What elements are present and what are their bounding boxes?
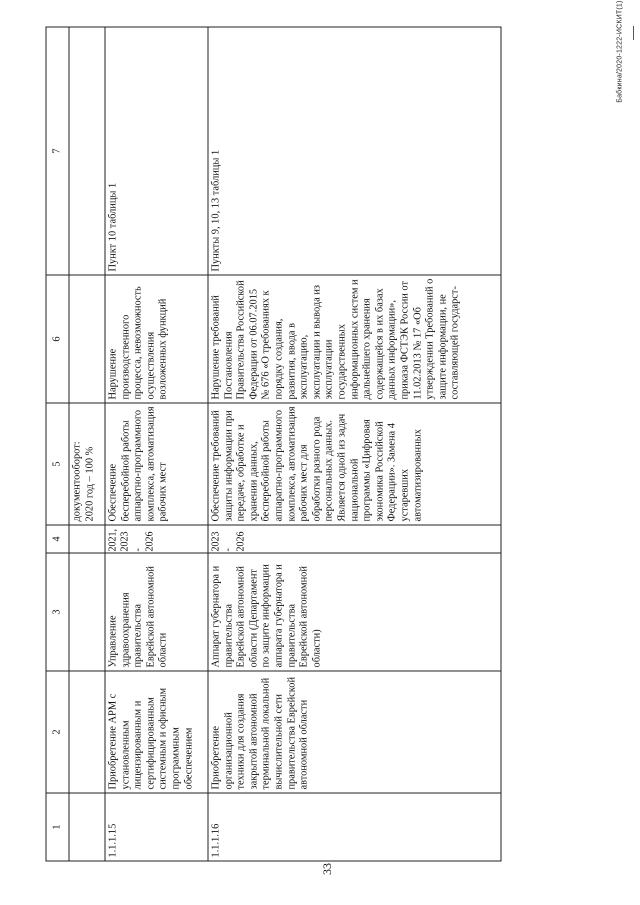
measure-name-cell: Приобретение АРМ с установленным лицензированным и сертифицированным системным и офисным программным обеспечением: [105, 671, 208, 793]
rotated-table-container: [45, 0, 623, 861]
expected-result-cell: Обеспечение бесперебойной работы аппаратно-программного комплекса, автоматизация рабочих мест: [105, 403, 208, 525]
column-header-1: 1: [46, 793, 69, 861]
column-header-5: 5: [46, 403, 69, 525]
column-header-4: 4: [46, 525, 69, 553]
column-header-6: 6: [46, 275, 69, 403]
column-header-3: 3: [46, 553, 69, 671]
years-cell: [69, 525, 105, 553]
row-number-cell: [69, 793, 105, 861]
table-row: [69, 27, 105, 861]
executor-cell: [69, 553, 105, 671]
table-row: [208, 27, 501, 861]
indicator-link-cell: [69, 27, 105, 275]
table-row: [105, 27, 208, 861]
program-table: [45, 26, 501, 861]
measure-name-cell: [69, 671, 105, 793]
consequences-cell: Нарушение требований Постановления Правительства Российской Федерации от 06.07.2015 № 676 «О требованиях к порядку создания, развития, ввода в эксплуатацию, эксплуатации и вывода из эксплуатации государственных информационных систем и дальнейшего хранения содержащейся в их базах данных информации», приказа ФСТЭК России от 11.02.2013 № 17 «Об утверждении Требований о защите информации, не составляющей государст-: [208, 275, 501, 403]
corner-mark: [633, 26, 634, 40]
indicator-link-cell: Пункты 9, 10, 13 таблицы 1: [208, 27, 501, 275]
years-cell: 2023 - 2026: [208, 525, 501, 553]
header-row: [46, 27, 69, 861]
consequences-cell: Нарушение производственного процесса, невозможность осуществления возложенных функций: [105, 275, 208, 403]
consequences-cell: [69, 275, 105, 403]
years-cell: 2021, 2023 - 2026: [105, 525, 208, 553]
page-number: 33: [320, 863, 334, 875]
expected-result-cell: документооборот: 2020 год – 100 %: [69, 403, 105, 525]
row-number-cell: 1.1.1.16: [208, 793, 501, 861]
column-header-2: 2: [46, 671, 69, 793]
executor-cell: Управление здравоохранения правительства Еврейской автономной области: [105, 553, 208, 671]
indicator-link-cell: Пункт 10 таблицы 1: [105, 27, 208, 275]
executor-cell: Аппарат губернатора и правительства Еврейской автономной области (Департамент по защите информации аппарата губернатора и правительства Еврейской автономной области): [208, 553, 501, 671]
expected-result-cell: Обеспечение требований защиты информации при передаче, обработке и хранении данных, бесперебойной работы аппаратно-программного комплекса, автоматизация рабочих мест для обработки разного рода персональных данных. Является одной из задач национальной программы «Цифровая экономика Российской Федерации». Замена 4 устаревших автоматизированных: [208, 403, 501, 525]
row-number-cell: 1.1.1.15: [105, 793, 208, 861]
measure-name-cell: Приобретение организационной техники для создания закрытой автономной терминальной локальной вычислительной сети правительства Еврейской автономной области: [208, 671, 501, 793]
document-footer-code: Бабкина/2020-1222-ИСКИТ(1): [616, 0, 623, 103]
column-header-7: 7: [46, 27, 69, 275]
